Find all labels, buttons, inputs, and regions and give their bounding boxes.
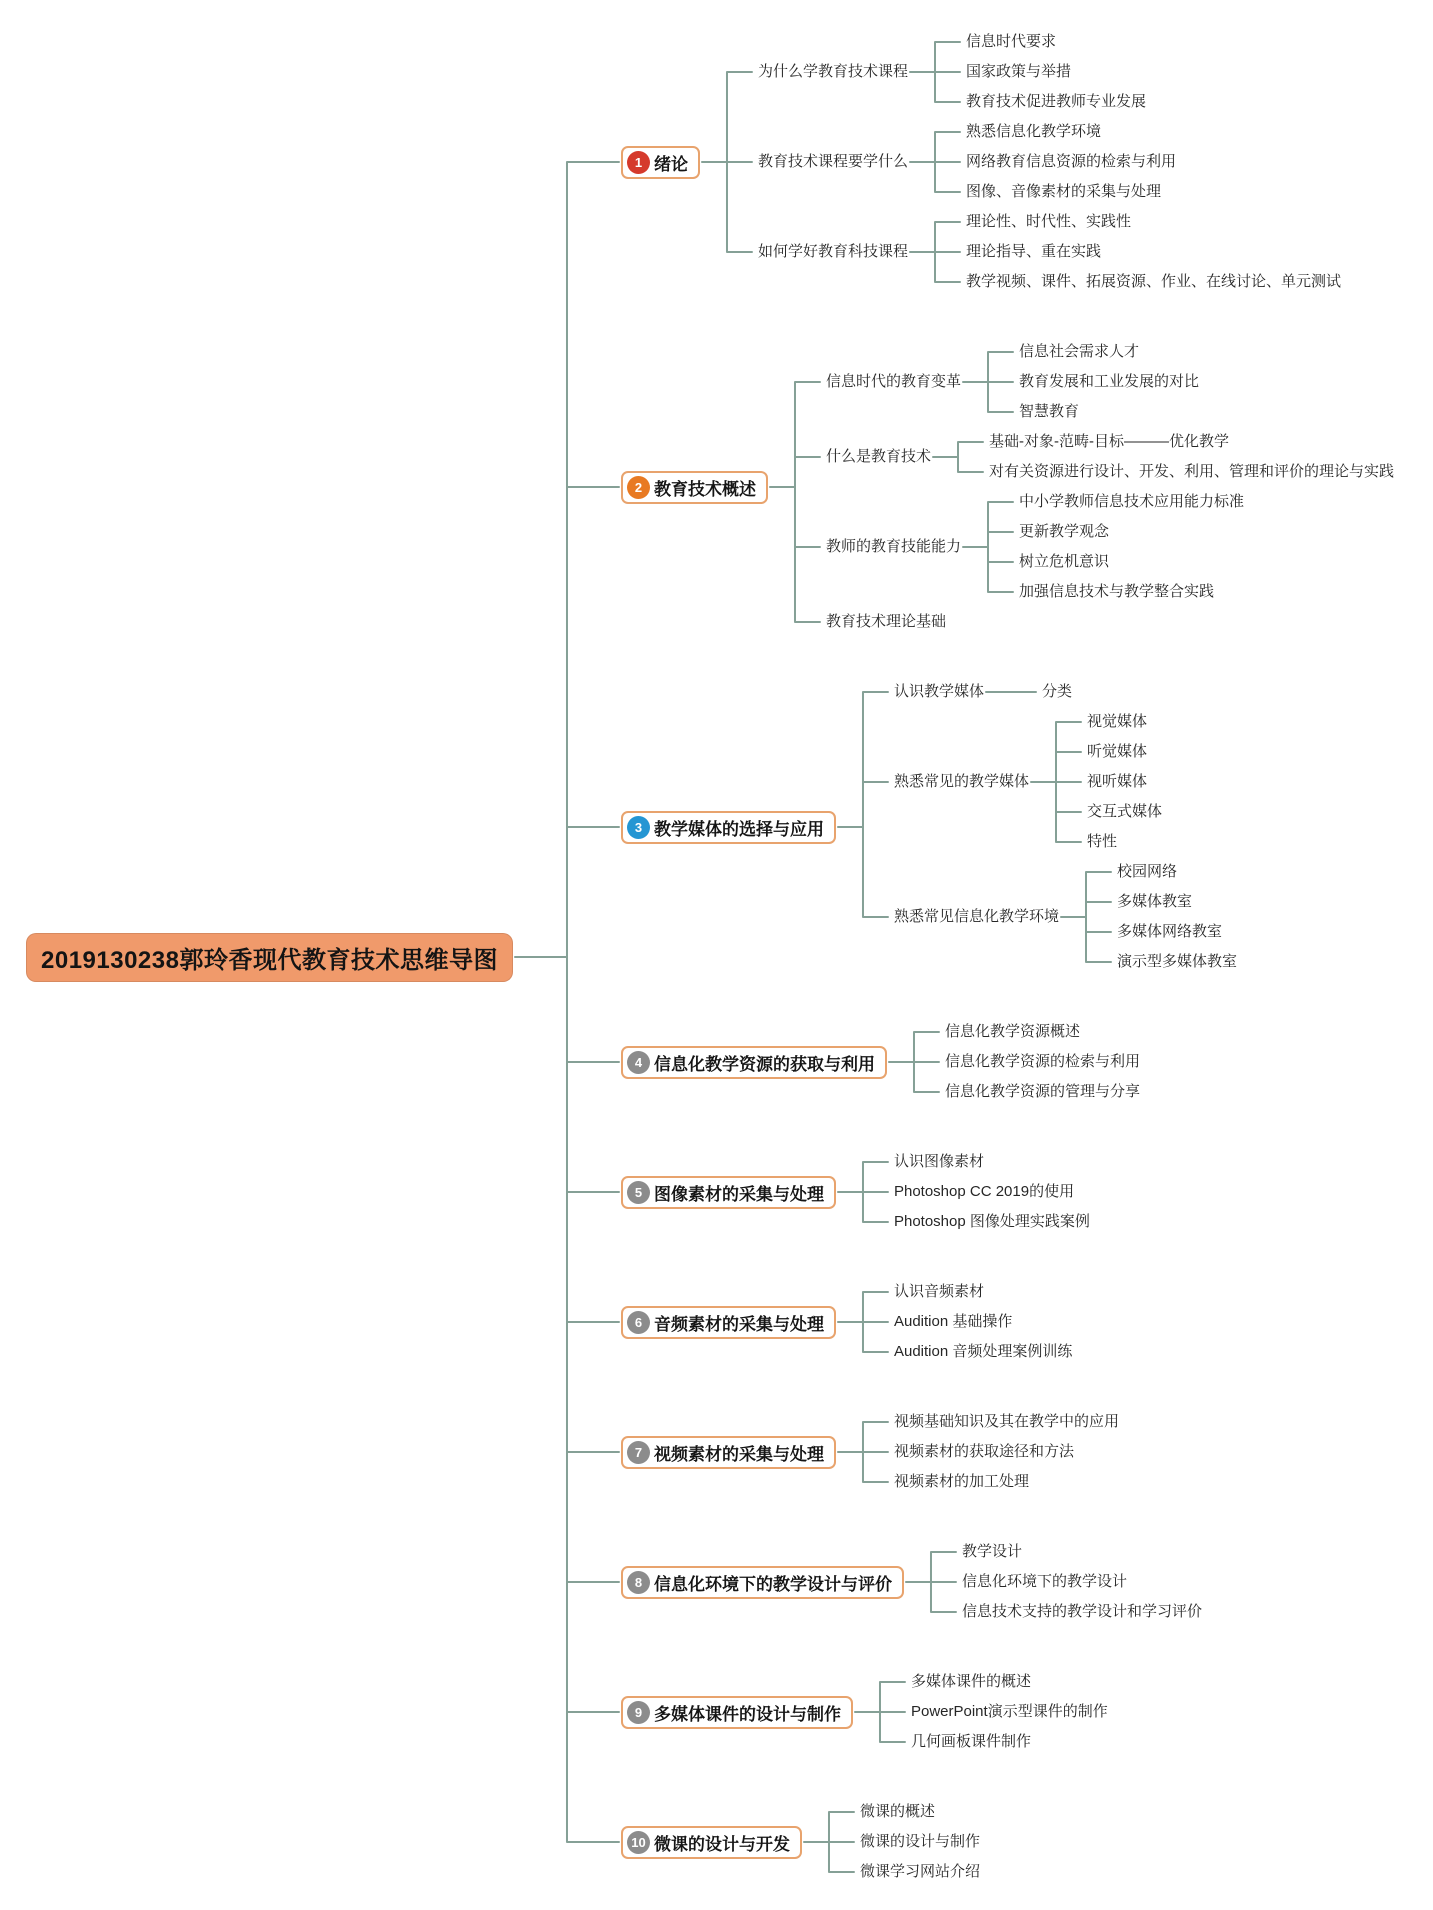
leaf-label[interactable]: 网络教育信息资源的检索与利用 xyxy=(966,153,1177,170)
mindmap-subtree xyxy=(966,87,1146,117)
mindmap-subtree xyxy=(945,1017,1140,1047)
mindmap-subtree xyxy=(1019,577,1244,607)
topic-node[interactable] xyxy=(621,471,768,504)
mindmap-subtree xyxy=(621,27,1394,297)
topic-number-badge: 8 xyxy=(627,1571,650,1594)
topic-number-badge: 6 xyxy=(627,1311,650,1334)
leaf-label[interactable]: Photoshop CC 2019的使用 xyxy=(893,1183,1075,1200)
mindmap-subtree xyxy=(621,1797,1394,1887)
leaf-label[interactable]: 微课的概述 xyxy=(859,1803,935,1820)
leaf-label[interactable]: 理论指导、重在实践 xyxy=(966,243,1102,260)
mindmap-subtree xyxy=(894,1407,1119,1437)
topic-number-badge: 9 xyxy=(627,1701,650,1724)
mindmap-subtree xyxy=(894,1207,1090,1237)
mindmap-subtree xyxy=(962,1567,1202,1597)
mindmap-subtree xyxy=(758,117,1341,207)
mindmap-subtree xyxy=(911,1727,1108,1757)
leaf-label[interactable]: 对有关资源进行设计、开发、利用、管理和评价的理论与实践 xyxy=(989,463,1395,480)
mindmap-subtree xyxy=(621,1537,1394,1627)
topic-node[interactable] xyxy=(621,146,700,179)
mindmap-subtree xyxy=(1117,857,1237,887)
children-column xyxy=(894,1407,1119,1497)
leaf-label[interactable]: 加强信息技术与教学整合实践 xyxy=(1019,583,1215,600)
mindmap-subtree xyxy=(1117,947,1237,977)
leaf-label[interactable]: 多媒体网络教室 xyxy=(1117,923,1223,940)
leaf-label[interactable]: 演示型多媒体教室 xyxy=(1117,953,1238,970)
leaf-label[interactable]: 多媒体教室 xyxy=(1117,893,1193,910)
topic-node[interactable] xyxy=(621,1436,836,1469)
leaf-label[interactable]: 树立危机意识 xyxy=(1019,553,1110,570)
mindmap-subtree xyxy=(894,1277,1072,1307)
children-column xyxy=(911,1667,1108,1757)
mindmap-subtree xyxy=(894,707,1237,857)
mindmap-subtree xyxy=(1019,397,1199,427)
mindmap-subtree xyxy=(1019,547,1244,577)
branch-label[interactable]: 为什么学教育技术课程 xyxy=(757,63,908,80)
leaf-label[interactable]: Audition 基础操作 xyxy=(893,1313,1013,1330)
topic-label: 多媒体课件的设计与制作 xyxy=(653,1704,841,1724)
leaf-label[interactable]: PowerPoint演示型课件的制作 xyxy=(910,1703,1108,1720)
children-column xyxy=(758,27,1341,297)
leaf-label[interactable]: 信息技术支持的教学设计和学习评价 xyxy=(961,1603,1202,1620)
children-column xyxy=(966,117,1176,207)
mindmap-subtree xyxy=(894,1177,1090,1207)
branch-label[interactable]: 教育技术课程要学什么 xyxy=(757,153,908,170)
topic-node[interactable] xyxy=(621,1176,836,1209)
leaf-label[interactable]: 教学视频、课件、拓展资源、作业、在线讨论、单元测试 xyxy=(966,273,1342,290)
mindmap-subtree xyxy=(966,207,1341,237)
root-topic-node[interactable]: 2019130238郭玲香现代教育技术思维导图 xyxy=(26,933,513,982)
mindmap-subtree xyxy=(894,1307,1072,1337)
topic-number-badge: 4 xyxy=(627,1051,650,1074)
leaf-label[interactable]: 理论性、时代性、实践性 xyxy=(966,213,1132,230)
children-column xyxy=(826,337,1394,637)
children-column xyxy=(1019,487,1244,607)
mindmap-subtree xyxy=(966,237,1341,267)
leaf-label[interactable]: 熟悉信息化教学环境 xyxy=(966,123,1102,140)
topic-label: 音频素材的采集与处理 xyxy=(653,1314,824,1334)
branch-label[interactable]: 什么是教育技术 xyxy=(825,448,931,465)
branch-label[interactable]: 如何学好教育科技课程 xyxy=(757,243,908,260)
mindmap-subtree xyxy=(894,1337,1072,1367)
mindmap-subtree xyxy=(894,677,1237,707)
leaf-label[interactable]: 图像、音像素材的采集与处理 xyxy=(966,183,1162,200)
leaf-label[interactable]: 教育技术促进教师专业发展 xyxy=(966,93,1147,110)
topic-number-badge: 5 xyxy=(627,1181,650,1204)
leaf-label[interactable]: Photoshop 图像处理实践案例 xyxy=(893,1213,1090,1230)
topic-number-badge: 1 xyxy=(627,151,650,174)
branch-label[interactable]: 教师的教育技能能力 xyxy=(825,538,961,555)
leaf-label[interactable]: 分类 xyxy=(1042,683,1073,700)
topic-label: 视频素材的采集与处理 xyxy=(653,1444,824,1464)
mindmap-subtree xyxy=(621,1667,1394,1757)
leaf-label[interactable]: 信息化教学资源的检索与利用 xyxy=(944,1053,1140,1070)
topic-label: 图像素材的采集与处理 xyxy=(653,1184,824,1204)
mindmap-subtree xyxy=(894,1467,1119,1497)
mindmap-subtree xyxy=(894,1147,1090,1177)
mindmap-subtree xyxy=(911,1697,1108,1727)
children-column xyxy=(989,427,1394,487)
mindmap-subtree xyxy=(966,147,1176,177)
mindmap-subtree xyxy=(826,487,1394,607)
leaf-label[interactable]: 教学设计 xyxy=(961,1543,1022,1560)
leaf-label[interactable]: 视频素材的加工处理 xyxy=(893,1473,1029,1490)
leaf-label[interactable]: 认识图像素材 xyxy=(893,1153,984,1170)
children-column xyxy=(945,1017,1140,1107)
mindmap-subtree xyxy=(860,1797,980,1827)
topic-node[interactable] xyxy=(621,1046,887,1079)
leaf-label[interactable]: 信息化教学资源概述 xyxy=(944,1023,1080,1040)
mindmap-subtree xyxy=(894,857,1237,977)
leaf-label[interactable]: 教育技术理论基础 xyxy=(825,613,946,630)
leaf-label[interactable]: 校园网络 xyxy=(1117,863,1178,880)
mindmap-subtree xyxy=(621,337,1394,637)
branch-label[interactable]: 熟悉常见的教学媒体 xyxy=(893,773,1029,790)
mindmap-subtree xyxy=(1019,337,1199,367)
mindmap-subtree xyxy=(894,1437,1119,1467)
topic-label: 信息化教学资源的获取与利用 xyxy=(653,1054,875,1074)
children-column xyxy=(966,27,1146,117)
mindmap-subtree xyxy=(1117,887,1237,917)
leaf-label[interactable]: 认识音频素材 xyxy=(893,1283,984,1300)
mindmap-subtree xyxy=(989,427,1394,457)
leaf-label[interactable]: 信息社会需求人才 xyxy=(1019,343,1140,360)
leaf-label[interactable]: 国家政策与举措 xyxy=(966,63,1072,80)
branch-label[interactable]: 熟悉常见信息化教学环境 xyxy=(893,908,1059,925)
children-column xyxy=(1042,677,1072,707)
leaf-label[interactable]: 交互式媒体 xyxy=(1087,803,1163,820)
topic-number-badge: 10 xyxy=(627,1831,650,1854)
leaf-label[interactable]: 更新教学观念 xyxy=(1019,523,1110,540)
leaf-label[interactable]: 特性 xyxy=(1087,833,1118,850)
mindmap-subtree xyxy=(1019,367,1199,397)
topic-number-badge: 7 xyxy=(627,1441,650,1464)
topic-label: 教育技术概述 xyxy=(653,479,756,499)
branch-label[interactable]: 认识教学媒体 xyxy=(893,683,984,700)
leaf-label[interactable]: 视频基础知识及其在教学中的应用 xyxy=(893,1413,1119,1430)
mindmap-subtree xyxy=(1087,737,1162,767)
mindmap-subtree xyxy=(966,27,1146,57)
topic-label: 教学媒体的选择与应用 xyxy=(653,819,824,839)
mindmap-subtree xyxy=(966,267,1341,297)
leaf-label[interactable]: 视听媒体 xyxy=(1087,773,1148,790)
children-column xyxy=(966,207,1341,297)
children-column xyxy=(894,1277,1072,1367)
leaf-label[interactable]: 中小学教师信息技术应用能力标准 xyxy=(1019,493,1245,510)
children-column xyxy=(962,1537,1202,1627)
mindmap-subtree xyxy=(1087,767,1162,797)
mindmap-subtree xyxy=(621,1277,1394,1367)
mindmap-subtree xyxy=(826,427,1394,487)
mindmap-subtree xyxy=(621,1407,1394,1497)
leaf-label[interactable]: 几何画板课件制作 xyxy=(910,1733,1031,1750)
mindmap-subtree xyxy=(1087,707,1162,737)
children-column xyxy=(860,1797,980,1887)
mindmap-subtree xyxy=(945,1047,1140,1077)
leaf-label[interactable]: 微课的设计与制作 xyxy=(859,1833,980,1850)
topics-column xyxy=(621,27,1394,1887)
topic-node[interactable] xyxy=(621,1566,904,1599)
leaf-label[interactable]: 视觉媒体 xyxy=(1087,713,1148,730)
mindmap-subtree xyxy=(758,27,1341,117)
mindmap-subtree xyxy=(826,337,1394,427)
mindmap-subtree xyxy=(911,1667,1108,1697)
mindmap-subtree xyxy=(962,1537,1202,1567)
leaf-label[interactable]: 视频素材的获取途径和方法 xyxy=(893,1443,1074,1460)
children-column xyxy=(1117,857,1237,977)
topic-number-badge: 2 xyxy=(627,476,650,499)
mindmap-subtree xyxy=(945,1077,1140,1107)
mindmap-subtree xyxy=(1087,797,1162,827)
leaf-label[interactable]: 微课学习网站介绍 xyxy=(859,1863,980,1880)
branch-label[interactable]: 信息时代的教育变革 xyxy=(825,373,961,390)
children-column xyxy=(1019,337,1199,427)
children-column xyxy=(894,1147,1090,1237)
leaf-label[interactable]: 信息时代要求 xyxy=(966,33,1057,50)
mindmap-subtree xyxy=(1117,917,1237,947)
mindmap-subtree xyxy=(621,1017,1394,1107)
topic-node[interactable] xyxy=(621,1826,802,1859)
topic-number-badge: 3 xyxy=(627,816,650,839)
leaf-label[interactable]: 信息化教学资源的管理与分享 xyxy=(944,1083,1140,1100)
mindmap-subtree xyxy=(1019,487,1244,517)
topic-label: 绪论 xyxy=(653,154,688,174)
mindmap-subtree xyxy=(989,457,1394,487)
mindmap-subtree xyxy=(1087,827,1162,857)
leaf-label[interactable]: 信息化环境下的教学设计 xyxy=(961,1573,1127,1590)
mindmap-subtree xyxy=(621,1147,1394,1237)
leaf-label[interactable]: 听觉媒体 xyxy=(1087,743,1148,760)
leaf-label[interactable]: 教育发展和工业发展的对比 xyxy=(1019,373,1200,390)
topic-label: 信息化环境下的教学设计与评价 xyxy=(653,1574,892,1594)
leaf-label[interactable]: 基础-对象-范畴-目标———优化教学 xyxy=(989,433,1229,450)
mindmap-subtree xyxy=(1042,677,1072,707)
mindmap-subtree xyxy=(966,117,1176,147)
mindmap-subtree xyxy=(966,177,1176,207)
mindmap-subtree xyxy=(621,677,1394,977)
leaf-label[interactable]: 多媒体课件的概述 xyxy=(910,1673,1031,1690)
children-column xyxy=(1087,707,1162,857)
mindmap-subtree xyxy=(966,57,1146,87)
mindmap-layout xyxy=(26,27,1394,1887)
mindmap-subtree xyxy=(962,1597,1202,1627)
leaf-label[interactable]: Audition 音频处理案例训练 xyxy=(893,1343,1073,1360)
mindmap-subtree xyxy=(758,207,1341,297)
topic-node[interactable] xyxy=(621,1306,836,1339)
mindmap-subtree xyxy=(860,1827,980,1857)
children-column xyxy=(894,677,1237,977)
mindmap-subtree xyxy=(1019,517,1244,547)
topic-label: 微课的设计与开发 xyxy=(653,1834,790,1854)
leaf-label[interactable]: 智慧教育 xyxy=(1019,403,1080,420)
topic-node[interactable] xyxy=(621,1696,853,1729)
mindmap-subtree xyxy=(826,607,1394,637)
topic-node[interactable] xyxy=(621,811,836,844)
mindmap-subtree xyxy=(860,1857,980,1887)
